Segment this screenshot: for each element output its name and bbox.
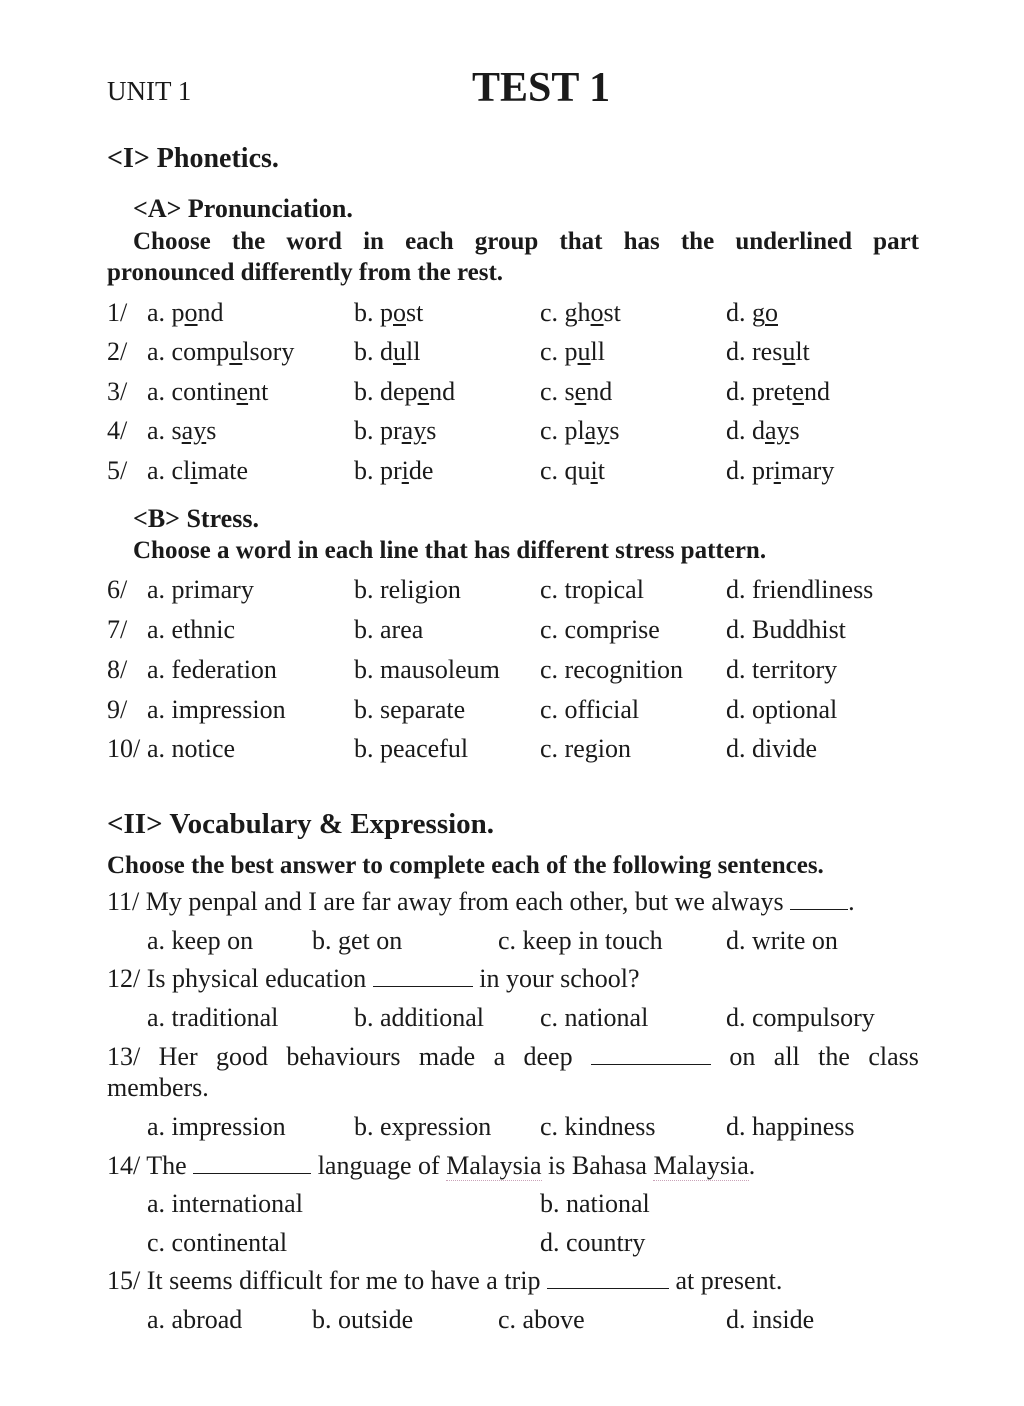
option-c[interactable]: c. above xyxy=(498,1305,585,1334)
option-d[interactable]: d. go xyxy=(726,298,778,327)
option-d[interactable]: d. optional xyxy=(726,695,838,724)
option-a[interactable]: a. keep on xyxy=(147,926,254,955)
question-15-text: 15/ It seems difficult for me to have a trip at present. xyxy=(107,1266,783,1295)
option-b[interactable]: b. expression xyxy=(354,1112,492,1141)
option-b[interactable]: b. area xyxy=(354,615,424,644)
option-d[interactable]: d. happiness xyxy=(726,1112,855,1141)
option-c[interactable]: c. national xyxy=(540,1003,649,1032)
option-c[interactable]: c. ghost xyxy=(540,298,621,327)
option-b[interactable]: b. additional xyxy=(354,1003,484,1032)
option-d[interactable]: d. compulsory xyxy=(726,1003,875,1032)
option-d[interactable]: d. pretend xyxy=(726,377,830,406)
question-number: 10/ xyxy=(107,734,141,763)
question-number: 1/ xyxy=(107,298,128,327)
question-13-line2: members. xyxy=(107,1073,209,1102)
question-12-text: 12/ Is physical education in your school? xyxy=(107,964,640,993)
option-a[interactable]: a. notice xyxy=(147,734,236,763)
option-b[interactable]: b. outside xyxy=(312,1305,414,1334)
option-a[interactable]: a. says xyxy=(147,416,217,445)
option-b[interactable]: b. pride xyxy=(354,456,434,485)
option-a[interactable]: a. impression xyxy=(147,695,286,724)
option-a[interactable]: a. impression xyxy=(147,1112,286,1141)
option-d[interactable]: d. friendliness xyxy=(726,575,874,604)
option-b[interactable]: b. post xyxy=(354,298,424,327)
option-d[interactable]: d. days xyxy=(726,416,800,445)
option-b[interactable]: b. peaceful xyxy=(354,734,469,763)
question-11-text: 11/ My penpal and I are far away from each other, but we always . xyxy=(107,887,855,916)
test-title: TEST 1 xyxy=(472,65,611,111)
section-vocabulary-title: <II> Vocabulary & Expression. xyxy=(107,808,495,840)
option-b[interactable]: b. mausoleum xyxy=(354,655,500,684)
option-c[interactable]: c. region xyxy=(540,734,631,763)
option-b[interactable]: b. depend xyxy=(354,377,456,406)
option-c[interactable]: c. official xyxy=(540,695,640,724)
option-d[interactable]: d. result xyxy=(726,337,810,366)
option-a[interactable]: a. abroad xyxy=(147,1305,243,1334)
answer-blank[interactable] xyxy=(790,891,848,910)
part-b-instruction: Choose a word in each line that has different stress pattern. xyxy=(133,537,767,564)
option-b[interactable]: b. get on xyxy=(312,926,403,955)
option-c[interactable]: c. plays xyxy=(540,416,620,445)
answer-blank[interactable] xyxy=(193,1155,311,1174)
option-b[interactable]: b. national xyxy=(540,1189,650,1218)
option-c[interactable]: c. kindness xyxy=(540,1112,656,1141)
answer-blank[interactable] xyxy=(591,1046,711,1065)
option-a[interactable]: a. pond xyxy=(147,298,224,327)
option-c[interactable]: c. keep in touch xyxy=(498,926,663,955)
option-b[interactable]: b. dull xyxy=(354,337,421,366)
answer-blank[interactable] xyxy=(373,968,473,987)
question-number: 8/ xyxy=(107,655,128,684)
option-d[interactable]: d. write on xyxy=(726,926,838,955)
question-number: 5/ xyxy=(107,456,128,485)
option-b[interactable]: b. religion xyxy=(354,575,461,604)
question-number: 7/ xyxy=(107,615,128,644)
question-number: 9/ xyxy=(107,695,128,724)
option-a[interactable]: a. primary xyxy=(147,575,254,604)
question-13-text: 13/ Her good behaviours made a deep on all the class xyxy=(107,1042,919,1071)
option-c[interactable]: c. comprise xyxy=(540,615,660,644)
option-d[interactable]: d. divide xyxy=(726,734,817,763)
part-a-instruction-line1: Choose the word in each group that has the underlined part xyxy=(133,228,919,255)
option-d[interactable]: d. Buddhist xyxy=(726,615,846,644)
option-b[interactable]: b. separate xyxy=(354,695,466,724)
option-c[interactable]: c. tropical xyxy=(540,575,644,604)
part-a-instruction-line2: pronounced differently from the rest. xyxy=(107,259,504,286)
option-a[interactable]: a. ethnic xyxy=(147,615,236,644)
question-number: 6/ xyxy=(107,575,128,604)
question-14-text: 14/ The language of Malaysia is Bahasa Malaysia. xyxy=(107,1151,756,1180)
section-phonetics-title: <I> Phonetics. xyxy=(107,143,279,174)
option-d[interactable]: d. primary xyxy=(726,456,835,485)
option-a[interactable]: a. traditional xyxy=(147,1003,279,1032)
option-b[interactable]: b. prays xyxy=(354,416,437,445)
option-d[interactable]: d. territory xyxy=(726,655,838,684)
option-c[interactable]: c. continental xyxy=(147,1228,288,1257)
option-d[interactable]: d. country xyxy=(540,1228,646,1257)
option-a[interactable]: a. compulsory xyxy=(147,337,295,366)
section-vocabulary-instruction: Choose the best answer to complete each of the following sentences. xyxy=(107,852,824,879)
question-number: 2/ xyxy=(107,337,128,366)
part-a-title: <A> Pronunciation. xyxy=(133,194,353,223)
option-c[interactable]: c. send xyxy=(540,377,613,406)
option-c[interactable]: c. quit xyxy=(540,456,606,485)
option-a[interactable]: a. continent xyxy=(147,377,269,406)
option-a[interactable]: a. climate xyxy=(147,456,249,485)
unit-label: UNIT 1 xyxy=(107,76,192,106)
option-a[interactable]: a. federation xyxy=(147,655,277,684)
option-c[interactable]: c. pull xyxy=(540,337,605,366)
option-d[interactable]: d. inside xyxy=(726,1305,815,1334)
part-b-title: <B> Stress. xyxy=(133,504,259,533)
option-c[interactable]: c. recognition xyxy=(540,655,683,684)
question-number: 3/ xyxy=(107,377,128,406)
question-number: 4/ xyxy=(107,416,128,445)
answer-blank[interactable] xyxy=(547,1270,669,1289)
option-a[interactable]: a. international xyxy=(147,1189,303,1218)
